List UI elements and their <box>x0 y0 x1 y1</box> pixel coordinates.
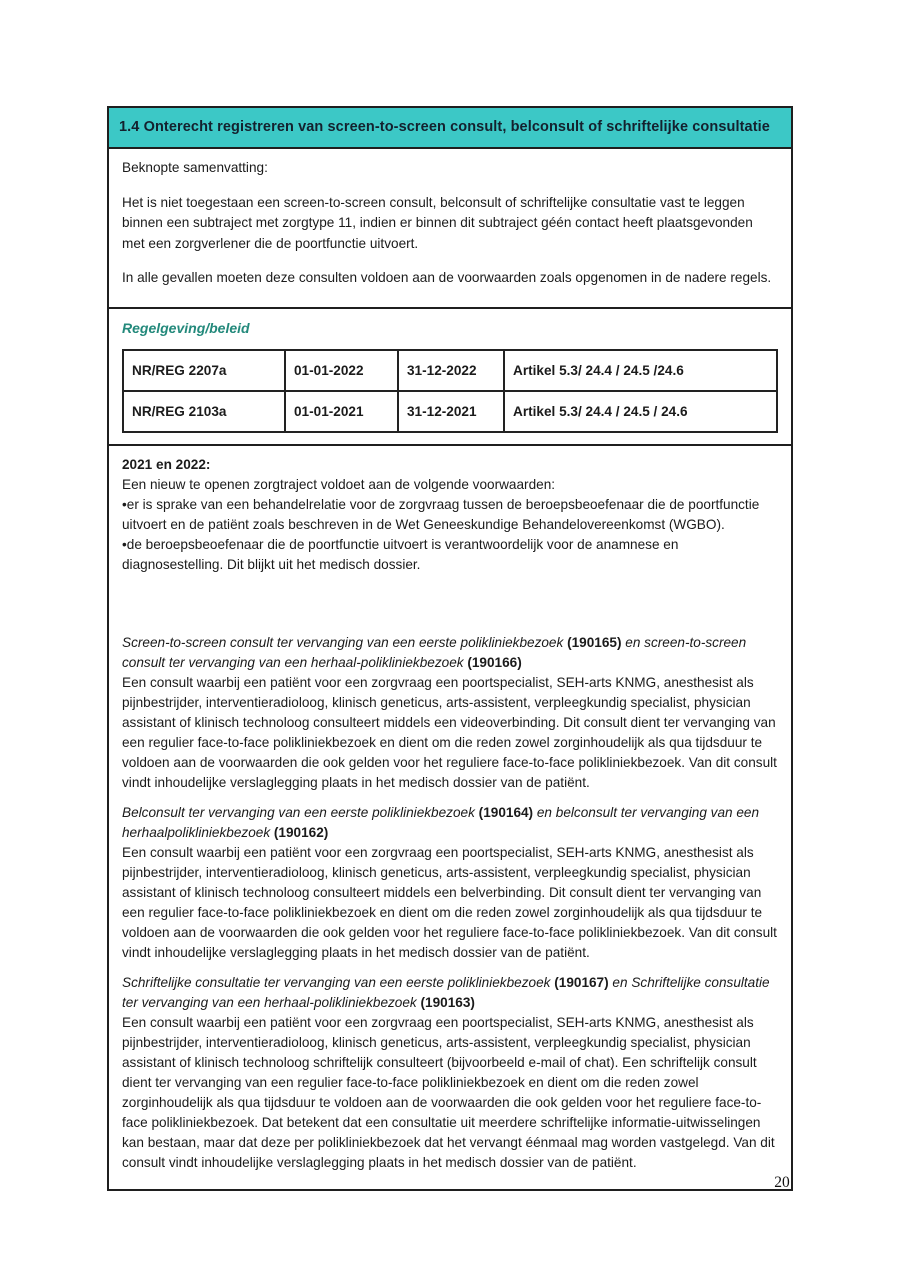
regulation-cell-code: NR/REG 2103a <box>123 391 285 432</box>
regulation-section <box>109 309 791 447</box>
table-row <box>123 391 777 432</box>
summary-label: Beknopte samenvatting: <box>122 160 268 175</box>
consult-heading: Belconsult ter vervanging van een eerste polikliniekbezoek (190164) en belconsult ter vervanging van een herhaalpolikliniekbezoek (190162) <box>122 805 760 840</box>
details-intro: Een nieuw te openen zorgtraject voldoet aan de volgende voorwaarden: <box>122 477 556 492</box>
summary-paragraph-1: Het is niet toegestaan een screen-to-screen consult, belconsult of schriftelijke consultatie vast te leggen binnen een subtraject met zorgtype 11, indien er binnen dit subtraject géén contact heeft plaatsgevonden met een zorgverlener die de poortfunctie uitvoert. <box>122 194 753 251</box>
regulation-table <box>122 349 778 433</box>
consult-heading: Schriftelijke consultatie ter vervanging van een eerste polikliniekbezoek (190167) en Schriftelijke consultatie ter vervanging van een herhaal-polikliniekbezoek (190163) <box>122 975 770 1010</box>
consult-body: Een consult waarbij een patiënt voor een zorgvraag een poortspecialist, SEH-arts KNMG, anesthesist als pijnbestrijder, interventieradioloog, klinisch geneticus, arts-assistent, verpleegkundig specialist, physician assistant of klinisch technoloog consulteert middels een videoverbinding. Dit consult dient ter vervanging van een regulier face-to-face polikliniekbezoek en dient om die reden zowel zorginhoudelijk als qua tijdsduur te voldoen aan de voorwaarden die ook gelden voor het reguliere face-to-face polikliniekbezoek. Van dit consult vindt inhoudelijke verslaglegging plaats in het medisch dossier van de patiënt. <box>122 675 777 790</box>
consult-section-screen-to-screen <box>122 633 778 793</box>
section-title-bar <box>109 108 791 149</box>
details-bullet: •de beroepsbeoefenaar die de poortfunctie uitvoert is verantwoordelijk voor de anamnese en diagnosestelling. Dit blijkt uit het medisch dossier. <box>122 537 679 572</box>
spacer <box>122 575 778 623</box>
details-years-heading: 2021 en 2022: <box>122 457 211 472</box>
regulation-cell-end-date: 31-12-2022 <box>398 350 504 391</box>
regulation-cell-articles: Artikel 5.3/ 24.4 / 24.5 /24.6 <box>504 350 777 391</box>
consult-body: Een consult waarbij een patiënt voor een zorgvraag een poortspecialist, SEH-arts KNMG, anesthesist als pijnbestrijder, interventieradioloog, klinisch geneticus, arts-assistent, verpleegkundig specialist, physician assistant of klinisch technoloog consulteert middels een belverbinding. Dit consult dient ter vervanging van een regulier face-to-face polikliniekbezoek en dient om die reden zowel zorginhoudelijk als qua tijdsduur te voldoen aan de voorwaarden die ook gelden voor het reguliere face-to-face polikliniekbezoek. Van dit consult vindt inhoudelijke verslaglegging plaats in het medisch dossier van de patiënt. <box>122 845 777 960</box>
section-title: 1.4 Onterecht registreren van screen-to-screen consult, belconsult of schriftelijke consultatie <box>119 119 770 135</box>
regulation-cell-code: NR/REG 2207a <box>123 350 285 391</box>
page-number: 20 <box>774 1174 790 1191</box>
details-section <box>109 446 791 1189</box>
summary-section <box>109 149 791 309</box>
summary-paragraph-2: In alle gevallen moeten deze consulten voldoen aan de voorwaarden zoals opgenomen in de nadere regels. <box>122 270 772 285</box>
regulation-cell-start-date: 01-01-2021 <box>285 391 398 432</box>
details-bullet: •er is sprake van een behandelrelatie voor de zorgvraag tussen de beroepsbeoefenaar die de poortfunctie uitvoert en de patiënt zoals beschreven in de Wet Geneeskundige Behandelovereenkomst (WGBO). <box>122 497 760 532</box>
table-row <box>123 350 777 391</box>
regulation-cell-end-date: 31-12-2021 <box>398 391 504 432</box>
regulation-cell-articles: Artikel 5.3/ 24.4 / 24.5 / 24.6 <box>504 391 777 432</box>
content-box <box>107 106 793 1191</box>
consult-heading: Screen-to-screen consult ter vervanging van een eerste polikliniekbezoek (190165) en screen-to-screen consult ter vervanging van een herhaal-polikliniekbezoek (190166) <box>122 635 747 670</box>
consult-body: Een consult waarbij een patiënt voor een zorgvraag een poortspecialist, SEH-arts KNMG, anesthesist als pijnbestrijder, interventieradioloog, klinisch geneticus, arts-assistent, verpleegkundig specialist, physician assistant of klinisch technoloog schriftelijk consulteert (bijvoorbeeld e-mail of chat). Een schriftelijk consult dient ter vervanging van een regulier face-to-face polikliniekbezoek en dient om die reden zowel zorginhoudelijk als qua tijdsduur te voldoen aan de voorwaarden die ook gelden voor het reguliere face-to-face polikliniekbezoek. Dat betekent dat een consultatie uit meerdere schriftelijke informatie-uitwisselingen kan bestaan, maar dat deze per polikliniekbezoek dat het vervangt éénmaal mag worden vastgelegd. Van dit consult vindt inhoudelijke verslaglegging plaats in het medisch dossier van de patiënt. <box>122 1015 775 1170</box>
regulation-cell-start-date: 01-01-2022 <box>285 350 398 391</box>
consult-section-belconsult <box>122 803 778 963</box>
regulation-label: Regelgeving/beleid <box>122 319 250 336</box>
consult-section-schriftelijk <box>122 973 778 1173</box>
